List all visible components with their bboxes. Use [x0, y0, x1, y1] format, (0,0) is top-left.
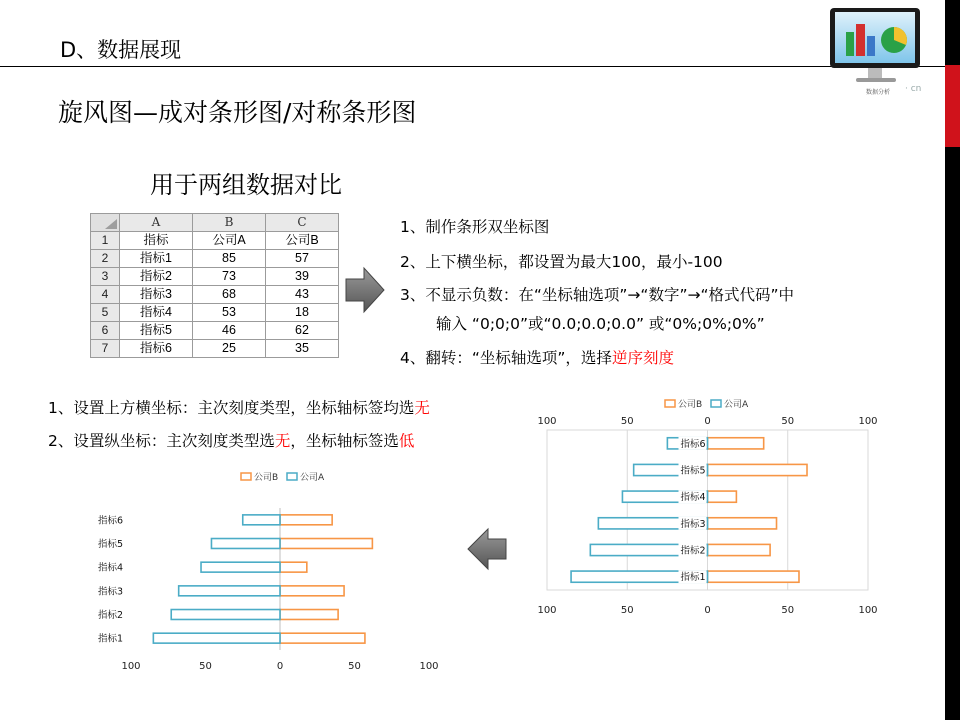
category-label: 指标3 [680, 518, 706, 530]
bar [280, 562, 307, 572]
category-label: 指标2 [97, 610, 123, 621]
table-cell: 指标3 [120, 286, 193, 304]
step-text: 1、制作条形双坐标图 [400, 218, 550, 236]
tick-label: 0 [704, 416, 711, 427]
step-text-part: ，坐标轴标签选 [290, 432, 399, 450]
category-label: 指标6 [97, 515, 123, 527]
row-header: 3 [91, 268, 120, 286]
tick-label: 100 [537, 605, 557, 616]
table-cell: 68 [193, 286, 266, 304]
highlight-text: 逆序刻度 [611, 349, 674, 367]
tick-label: 50 [199, 661, 212, 672]
monitor-chart-icon [828, 6, 940, 106]
slide-title: 旋风图—成对条形图/对称条形图 [58, 98, 417, 127]
column-header: B [193, 214, 266, 232]
tick-label: 50 [620, 605, 634, 616]
table-cell: 35 [266, 340, 339, 358]
tick-label: 50 [348, 661, 361, 672]
table-cell: 指标 [120, 232, 193, 250]
bar [153, 633, 280, 643]
legend-label: 公司A [724, 400, 749, 410]
step-text [48, 429, 414, 451]
bar [280, 586, 344, 596]
tick-label: 100 [537, 416, 557, 427]
legend-label: 公司B [678, 400, 703, 410]
tick-label: 50 [781, 605, 795, 616]
step-text-part: 4、翻转：“坐标轴选项”，选择 [400, 349, 612, 367]
legend-swatch [711, 400, 721, 407]
table-cell: 39 [266, 268, 339, 286]
highlight-text: 无 [274, 432, 291, 450]
table-cell: 公司B [266, 232, 339, 250]
step-text [48, 396, 430, 418]
category-label: 指标3 [97, 586, 123, 598]
tick-label: 100 [121, 661, 141, 672]
table-cell: 73 [193, 268, 266, 286]
highlight-text: 无 [414, 399, 430, 417]
bar [280, 539, 372, 549]
table-cell: 43 [266, 286, 339, 304]
bar [280, 610, 338, 620]
table-cell: 53 [193, 304, 266, 322]
category-label: 指标4 [680, 492, 706, 504]
spreadsheet-table [90, 213, 339, 358]
header-divider [0, 66, 945, 67]
bar [708, 491, 737, 502]
step-text-part: 2、设置纵坐标：主次刻度类型选 [48, 432, 275, 450]
bar [201, 562, 280, 572]
category-label: 指标4 [97, 562, 123, 574]
table-cell: 57 [266, 250, 339, 268]
step-text [400, 346, 674, 368]
tick-label: 100 [858, 416, 878, 427]
tick-label: 0 [704, 605, 711, 616]
step-text: 输入 “0;0;0”或“0.0;0.0;0.0” 或“0%;0%;0%” [436, 315, 765, 333]
slide-subtitle: 用于两组数据对比 [150, 171, 342, 199]
left-arrow-icon [466, 527, 508, 571]
right-arrow-icon [344, 266, 386, 314]
column-header: A [120, 214, 193, 232]
table-cell: 62 [266, 322, 339, 340]
sheet-corner [91, 214, 120, 232]
highlight-text: 低 [398, 432, 415, 450]
bar [708, 571, 799, 582]
bar [280, 515, 332, 525]
step-text: 2、上下横坐标，都设置为最大100，最小-100 [400, 253, 723, 271]
logo-tail: · cn [905, 84, 922, 94]
bar [179, 586, 280, 596]
table-cell: 46 [193, 322, 266, 340]
category-label: 指标2 [680, 545, 706, 557]
sidebar-accent [945, 65, 960, 147]
legend-label: 公司A [300, 473, 325, 483]
category-label: 指标5 [680, 465, 706, 477]
table-cell: 指标6 [120, 340, 193, 358]
category-label: 指标1 [97, 633, 123, 645]
row-header: 7 [91, 340, 120, 358]
row-header: 6 [91, 322, 120, 340]
step-text: 3、不显示负数：在“坐标轴选项”→“数字”→“格式代码”中 [400, 286, 795, 304]
legend-swatch [665, 400, 675, 407]
row-header: 2 [91, 250, 120, 268]
column-header: C [266, 214, 339, 232]
legend-swatch [241, 473, 251, 480]
tick-label: 50 [620, 416, 634, 427]
table-cell: 指标1 [120, 250, 193, 268]
bar [708, 438, 764, 449]
tick-label: 100 [419, 661, 439, 672]
table-cell: 指标5 [120, 322, 193, 340]
legend-label: 公司B [254, 473, 279, 483]
bar [708, 464, 808, 475]
tornado-chart-intermediate [520, 388, 895, 620]
table-cell: 85 [193, 250, 266, 268]
table-cell: 25 [193, 340, 266, 358]
tick-label: 100 [858, 605, 878, 616]
category-label: 指标5 [97, 539, 123, 550]
table-cell: 18 [266, 304, 339, 322]
bar [708, 518, 777, 529]
category-label: 指标1 [680, 572, 706, 584]
tornado-chart-final [85, 462, 445, 674]
bar [243, 515, 280, 525]
bar [211, 539, 280, 549]
table-cell: 公司A [193, 232, 266, 250]
table-cell: 指标4 [120, 304, 193, 322]
tick-label: 50 [781, 416, 795, 427]
row-header: 5 [91, 304, 120, 322]
tick-label: 0 [276, 661, 284, 672]
table-cell: 指标2 [120, 268, 193, 286]
logo-caption: 数据分析 [866, 89, 891, 96]
bar [171, 610, 280, 620]
step-text-part: 1、设置上方横坐标：主次刻度类型，坐标轴标签均选 [48, 399, 415, 417]
bar [280, 633, 365, 643]
category-label: 指标6 [680, 438, 706, 450]
section-title: D、数据展现 [60, 38, 182, 62]
legend-swatch [287, 473, 297, 480]
bar [708, 544, 771, 555]
row-header: 4 [91, 286, 120, 304]
row-header: 1 [91, 232, 120, 250]
